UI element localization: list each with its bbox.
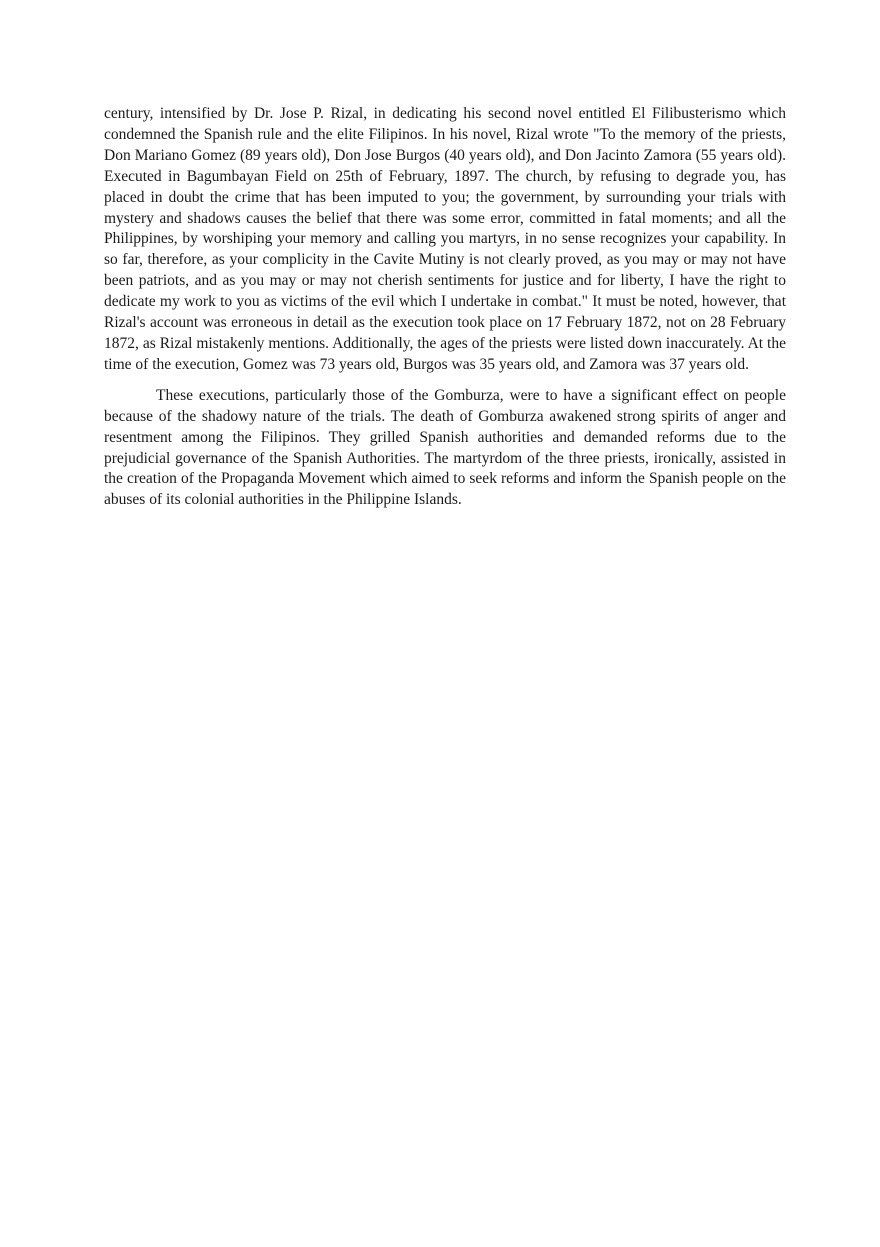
document-body [104, 104, 786, 511]
paragraph-continuation: century, intensified by Dr. Jose P. Rizal, in dedicating his second novel entitled El Filibusterismo which condemned the Spanish rule and the elite Filipinos. In his novel, Rizal wrote "To the memory of the priests, Don Mariano Gomez (89 years old), Don Jose Burgos (40 years old), and Don Jacinto Zamora (55 years old). Executed in Bagumbayan Field on 25th of February, 1897. The church, by refusing to degrade you, has placed in doubt the crime that has been imputed to you; the government, by surrounding your trials with mystery and shadows causes the belief that there was some error, committed in fatal moments; and all the Philippines, by worshiping your memory and calling you martyrs, in no sense recognizes your capability. In so far, therefore, as your complicity in the Cavite Mutiny is not clearly proved, as you may or may not have been patriots, and as you may or may not cherish sentiments for justice and for liberty, I have the right to dedicate my work to you as victims of the evil which I undertake in combat." It must be noted, however, that Rizal's account was erroneous in detail as the execution took place on 17 February 1872, not on 28 February 1872, as Rizal mistakenly mentions. Additionally, the ages of the priests were listed down inaccurately. At the time of the execution, Gomez was 73 years old, Burgos was 35 years old, and Zamora was 37 years old. [104, 105, 786, 373]
paragraph-gomburza-effect: These executions, particularly those of the Gomburza, were to have a significant effect on people because of the shadowy nature of the trials. The death of Gomburza awakened strong spirits of anger and resentment among the Filipinos. They grilled Spanish authorities and demanded reforms due to the prejudicial governance of the Spanish Authorities. The martyrdom of the three priests, ironically, assisted in the creation of the Propaganda Movement which aimed to seek reforms and inform the Spanish people on the abuses of its colonial authorities in the Philippine Islands. [104, 386, 786, 509]
